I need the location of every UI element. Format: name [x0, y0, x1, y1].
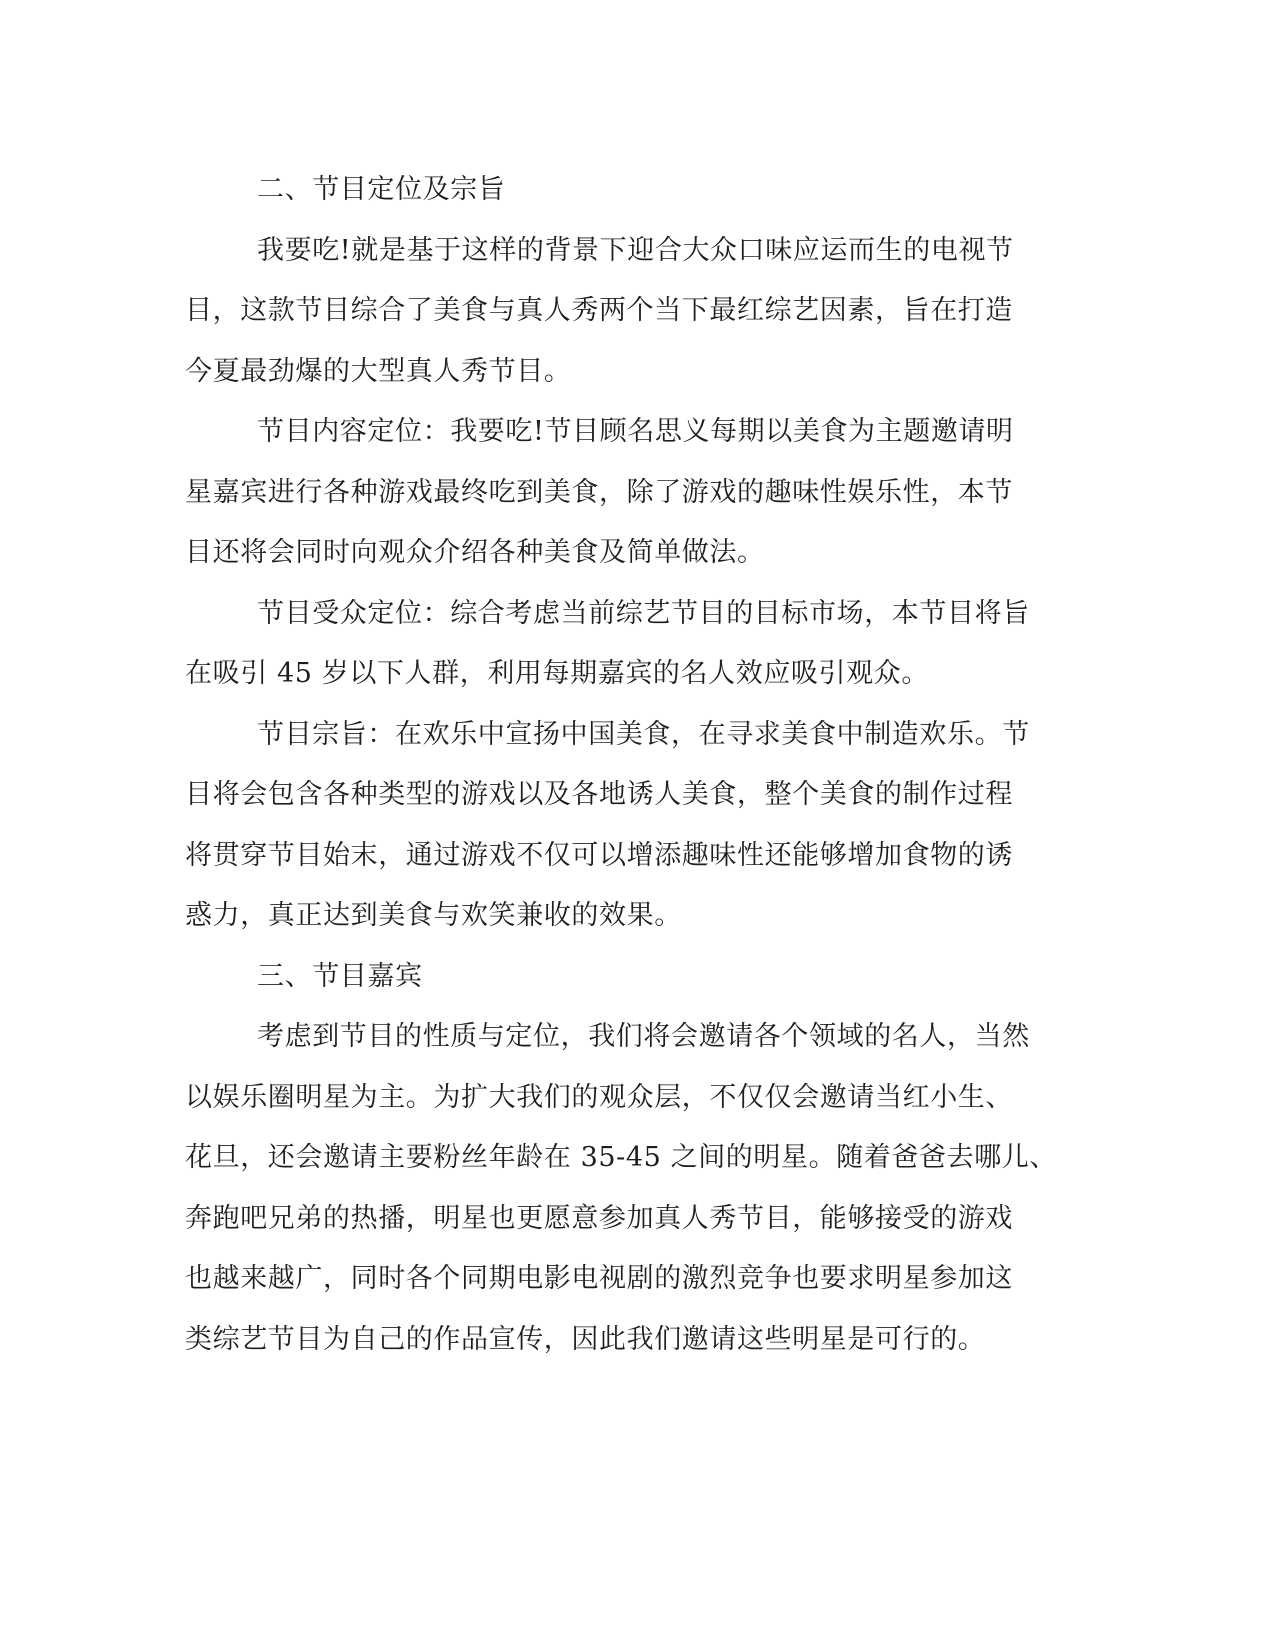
paragraph-line: 考虑到节目的性质与定位，我们将会邀请各个领域的名人，当然 — [257, 1021, 1030, 1052]
paragraph-line: 目将会包含各种类型的游戏以及各地诱人美食，整个美食的制作过程 — [185, 779, 1013, 810]
paragraph-line: 我要吃!就是基于这样的背景下迎合大众口味应运而生的电视节 — [257, 234, 1014, 266]
paragraph-background — [185, 221, 1065, 403]
paragraph-guests — [185, 1007, 1065, 1370]
paragraph-line: 星嘉宾进行各种游戏最终吃到美食，除了游戏的趣味性娱乐性，本节 — [185, 476, 1013, 508]
heading-text: 二、节目定位及宗旨 — [257, 174, 506, 205]
paragraph-line: 以娱乐圈明星为主。为扩大我们的观众层，不仅仅会邀请当红小生、 — [185, 1081, 1013, 1113]
paragraph-audience-positioning — [185, 584, 1065, 705]
paragraph-line: 惑力，真正达到美食与欢笑兼收的效果。 — [185, 900, 682, 931]
document-body — [185, 160, 1065, 1370]
paragraph-line: 花旦，还会邀请主要粉丝年龄在 35-45 之间的明星。随着爸爸去哪儿、 — [185, 1142, 1057, 1173]
paragraph-line: 目，这款节目综合了美食与真人秀两个当下最红综艺因素，旨在打造 — [185, 295, 1013, 326]
section-heading-positioning — [185, 160, 1065, 221]
paragraph-line: 在吸引 45 岁以下人群，利用每期嘉宾的名人效应吸引观众。 — [185, 658, 929, 689]
section-heading-guests — [185, 947, 1065, 1008]
paragraph-line: 将贯穿节目始末，通过游戏不仅可以增添趣味性还能够增加食物的诱 — [185, 839, 1013, 871]
paragraph-line: 节目内容定位：我要吃!节目顾名思义每期以美食为主题邀请明 — [257, 416, 1014, 447]
paragraph-program-purpose — [185, 705, 1065, 947]
paragraph-line: 类综艺节目为自己的作品宣传，因此我们邀请这些明星是可行的。 — [185, 1323, 986, 1355]
heading-text: 三、节目嘉宾 — [257, 960, 423, 992]
paragraph-line: 节目受众定位：综合考虑当前综艺节目的目标市场，本节目将旨 — [257, 597, 1030, 629]
paragraph-line: 节目宗旨：在欢乐中宣扬中国美食，在寻求美食中制造欢乐。节 — [257, 718, 1030, 750]
paragraph-line: 今夏最劲爆的大型真人秀节目。 — [185, 355, 572, 387]
paragraph-content-positioning — [185, 402, 1065, 584]
paragraph-line: 奔跑吧兄弟的热播，明星也更愿意参加真人秀节目，能够接受的游戏 — [185, 1202, 1013, 1234]
paragraph-line: 目还将会同时向观众介绍各种美食及简单做法。 — [185, 537, 765, 568]
paragraph-line: 也越来越广，同时各个同期电影电视剧的激烈竞争也要求明星参加这 — [185, 1263, 1013, 1294]
